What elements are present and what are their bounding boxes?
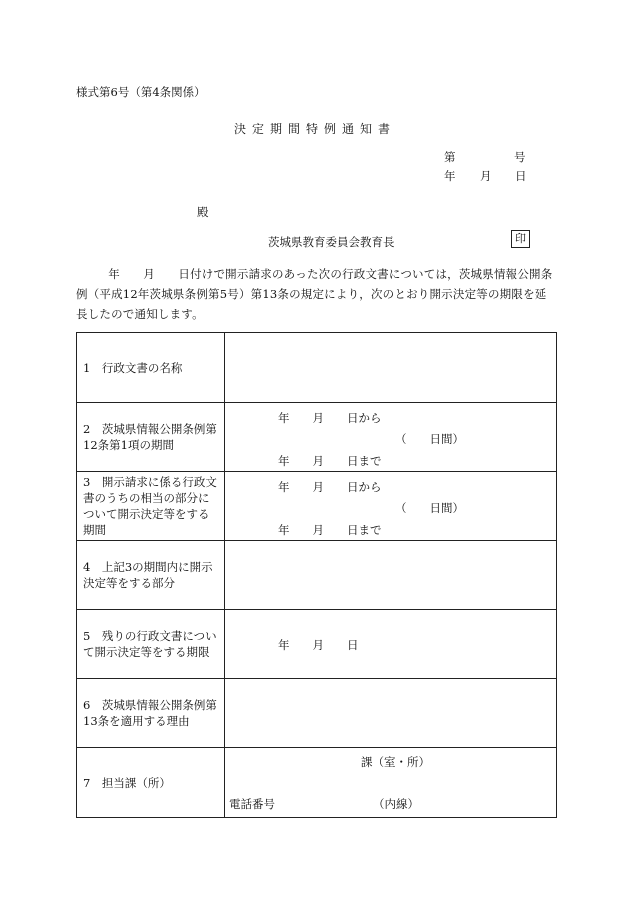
row-label: 2 茨城県情報公開条例第12条第1項の期間 bbox=[77, 403, 225, 472]
number-prefix: 第 bbox=[444, 150, 456, 164]
phone-label: 電話番号 bbox=[229, 797, 275, 811]
period-from: 年 月 日から bbox=[278, 411, 382, 425]
department-label: 課（室・所） bbox=[361, 755, 430, 769]
table-row bbox=[77, 541, 557, 610]
period-cell bbox=[225, 472, 557, 541]
body-paragraph: 年 月 日付けで開示請求のあった次の行政文書については，茨城県情報公開条例（平成12年茨城県条例第5号）第13条の規定により，次のとおり開示決定等の期限を延長したので通知します。 bbox=[76, 267, 553, 321]
form-number: 様式第6号（第4条関係） bbox=[76, 85, 206, 99]
date-day: 日 bbox=[515, 169, 527, 183]
period-to: 年 月 日まで bbox=[278, 454, 382, 468]
table-row bbox=[77, 748, 557, 818]
period-days: （ 日間） bbox=[395, 501, 464, 515]
row-label: 7 担当課（所） bbox=[77, 748, 225, 818]
reason-cell bbox=[225, 679, 557, 748]
period-to: 年 月 日まで bbox=[278, 523, 382, 537]
period-from: 年 月 日から bbox=[278, 480, 382, 494]
table-row bbox=[77, 403, 557, 472]
number-suffix: 号 bbox=[514, 150, 526, 164]
partial-decision-cell bbox=[225, 541, 557, 610]
row-label: 1 行政文書の名称 bbox=[77, 333, 225, 403]
deadline-date: 年 月 日 bbox=[278, 638, 359, 652]
sender-name: 茨城県教育委員会教育長 bbox=[268, 235, 395, 249]
date-month: 月 bbox=[480, 169, 492, 183]
details-table bbox=[76, 332, 557, 818]
document-title: 決定期間特例通知書 bbox=[233, 122, 396, 136]
row-label: 3 開示請求に係る行政文書のうちの相当の部分について開示決定等をする期間 bbox=[77, 472, 225, 541]
deadline-cell bbox=[225, 610, 557, 679]
table-row bbox=[77, 333, 557, 403]
contact-cell bbox=[225, 748, 557, 818]
table-row bbox=[77, 610, 557, 679]
table-row bbox=[77, 472, 557, 541]
row-label: 5 残りの行政文書について開示決定等をする期限 bbox=[77, 610, 225, 679]
document-name-cell bbox=[225, 333, 557, 403]
table-row bbox=[77, 679, 557, 748]
extension-label: （内線） bbox=[373, 797, 419, 811]
row-label: 4 上記3の期間内に開示決定等をする部分 bbox=[77, 541, 225, 610]
addressee-suffix: 殿 bbox=[197, 205, 209, 219]
date-year: 年 bbox=[444, 169, 456, 183]
row-label: 6 茨城県情報公開条例第13条を適用する理由 bbox=[77, 679, 225, 748]
period-days: （ 日間） bbox=[395, 432, 464, 446]
period-cell bbox=[225, 403, 557, 472]
seal-box: 印 bbox=[511, 230, 530, 248]
